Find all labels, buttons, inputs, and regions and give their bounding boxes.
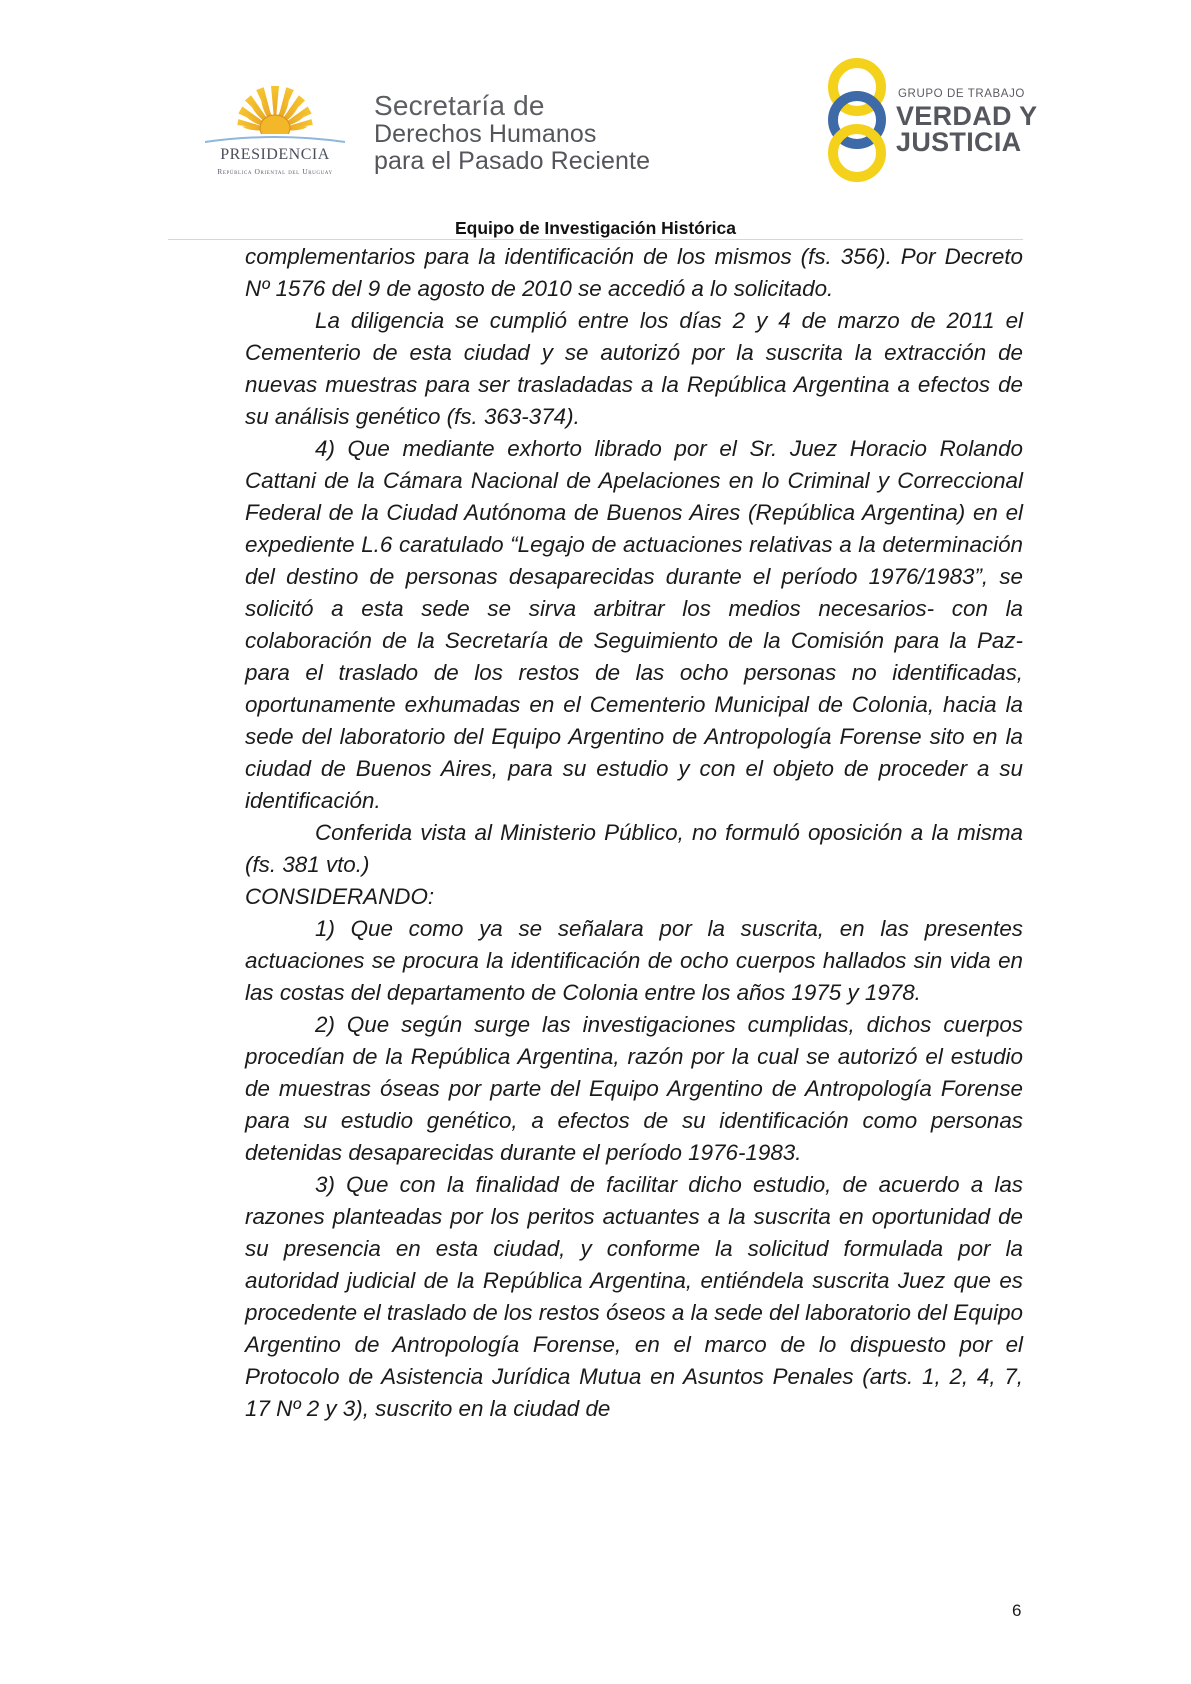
team-title: Equipo de Investigación Histórica xyxy=(454,218,737,238)
presidencia-logo xyxy=(195,80,355,190)
grupo-label: GRUPO DE TRABAJO xyxy=(898,88,1025,100)
secretaria-line1: Secretaría de xyxy=(374,90,545,121)
document-body xyxy=(245,241,1023,1425)
grupo-line2: JUSTICIA xyxy=(896,127,1022,157)
paragraph: 3) Que con la finalidad de facilitar dicho estudio, de acuerdo a las razones planteadas por los peritos actuantes a la suscrita en oportunidad de su presencia en esta ciudad, y conforme la solicitud formulada por la autoridad judicial de la República Argentina, entiéndela suscrita Juez que es procedente el traslado de los restos óseos a la sede del laboratorio del Equipo Argentino de Antropología Forense, en el marco de lo dispuesto por el Protocolo de Asistencia Jurídica Mutua en Asuntos Penales (arts. 1, 2, 4, 7, 17 Nº 2 y 3), suscrito en la ciudad de xyxy=(245,1172,1023,1421)
page-number: 6 xyxy=(1012,1601,1022,1620)
header-divider xyxy=(168,239,1023,240)
paragraph: 4) Que mediante exhorto librado por el Sr. Juez Horacio Rolando Cattani de la Cámara Nacional de Apelaciones en lo Criminal y Correccional Federal de la Ciudad Autónoma de Buenos Aires (República Argentina) en el expediente L.6 caratulado “Legajo de actuaciones relativas a la determinación del destino de personas desaparecidas durante el período 1976/1983”, se solicitó a esta sede se sirva arbitrar los medios necesarios- con la colaboración de la Secretaría de Seguimiento de la Comisión para la Paz- para el traslado de los restos de las ocho personas no identificadas, oportunamente exhumadas en el Cementerio Municipal de Colonia, hacia la sede del laboratorio del Equipo Argentino de Antropología Forense sito en la ciudad de Buenos Aires, para su estudio y con el objeto de proceder a su identificación. xyxy=(245,436,1023,813)
paragraph: Conferida vista al Ministerio Público, no formuló oposición a la misma (fs. 381 vto.) xyxy=(245,820,1023,877)
paragraph: complementarios para la identificación de los mismos (fs. 356). Por Decreto Nº 1576 del 9 de agosto de 2010 se accedió a lo solicitado. xyxy=(245,244,1023,301)
presidencia-subtitle: República Oriental del Uruguay xyxy=(217,167,333,176)
secretaria-name xyxy=(374,90,650,175)
interlocking-rings-icon xyxy=(822,58,892,182)
paragraph: 1) Que como ya se señalara por la suscrita, en las presentes actuaciones se procura la identificación de ocho cuerpos hallados sin vida en las costas del departamento de Colonia entre los años 1975 y 1978. xyxy=(245,916,1023,1005)
secretaria-line3: para el Pasado Reciente xyxy=(374,147,651,175)
verdad-justicia-logo xyxy=(822,58,1042,178)
paragraph: La diligencia se cumplió entre los días 2 y 4 de marzo de 2011 el Cementerio de esta ciudad y se autorizó por la suscrita la extracción de nuevas muestras para ser trasladadas a la República Argentina a efectos de su análisis genético (fs. 363-374). xyxy=(245,308,1023,429)
uruguay-sun-icon xyxy=(195,80,355,146)
section-heading: CONSIDERANDO: xyxy=(245,884,435,909)
paragraph: 2) Que según surge las investigaciones cumplidas, dichos cuerpos procedían de la República Argentina, razón por la cual se autorizó el estudio de muestras óseas por parte del Equipo Argentino de Antropología Forense para su estudio genético, a efectos de su identificación como personas detenidas desaparecidas durante el período 1976-1983. xyxy=(245,1012,1023,1165)
secretaria-line2: Derechos Humanos xyxy=(374,120,597,148)
grupo-line1: VERDAD Y xyxy=(896,101,1038,131)
presidencia-name: PRESIDENCIA xyxy=(220,146,330,163)
